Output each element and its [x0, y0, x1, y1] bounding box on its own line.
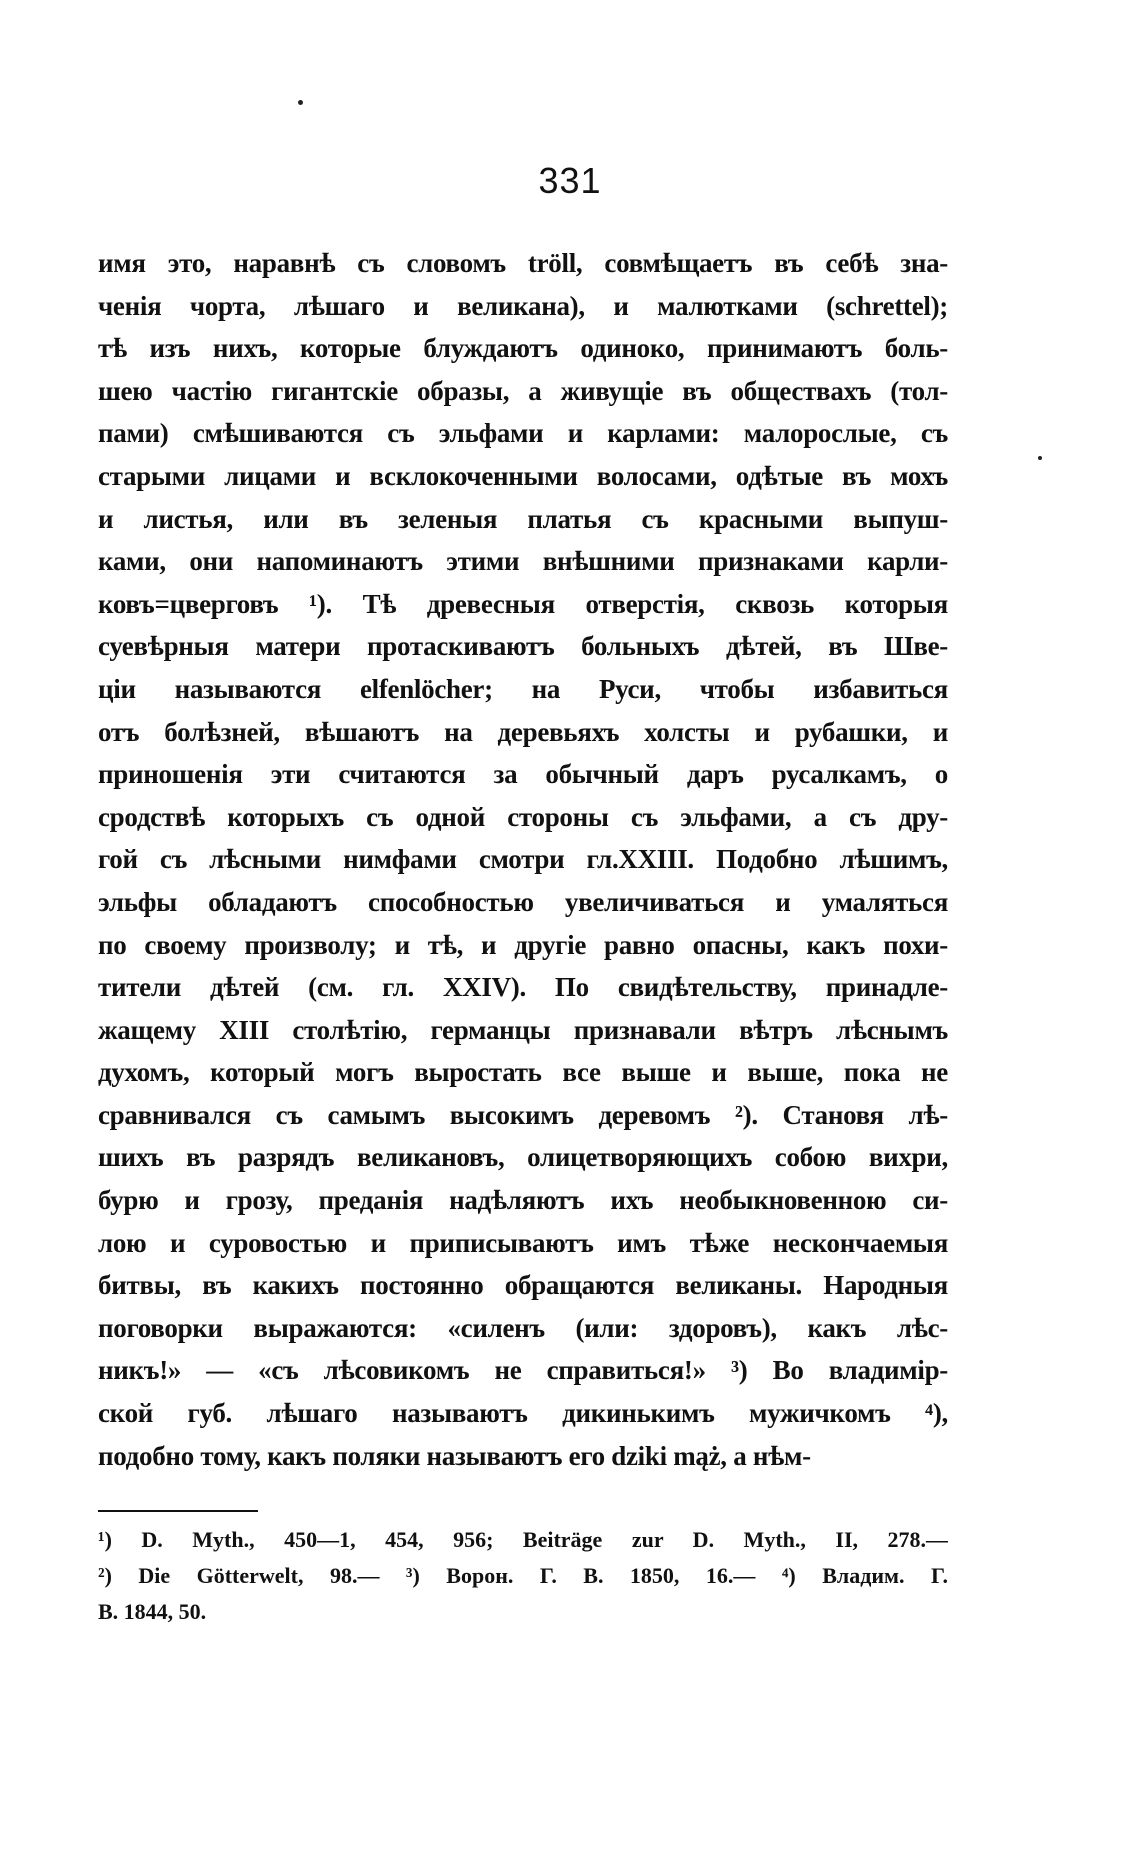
text-line: имя это, наравнѣ съ словомъ trӧll, совмѣщаетъ въ себѣ зна- [98, 248, 948, 278]
text-line: духомъ, который могъ выростать все выше и выше, пока не [98, 1057, 948, 1088]
text-line: сравнивался съ самымъ высокимъ деревомъ ²). Становя лѣ- [98, 1099, 948, 1130]
text-line: тѣ изъ нихъ, которые блуждаютъ одиноко, принимаютъ боль- [98, 333, 948, 364]
text-line: сродствѣ которыхъ съ одной стороны съ эльфами, а съ дру- [98, 801, 948, 832]
body-text [98, 242, 948, 1477]
text-line: шею частію гигантскіе образы, а живущіе въ обществахъ (тол- [98, 375, 948, 406]
text-line: по своему произволу; и тѣ, и другіе равно опасны, какъ похи- [98, 929, 948, 960]
footnotes [98, 1522, 948, 1630]
text-line: ской губ. лѣшаго называютъ дикинькимъ мужичкомъ ⁴), [98, 1398, 948, 1429]
text-line: поговорки выражаются: «силенъ (или: здоровъ), какъ лѣс- [98, 1312, 948, 1343]
footnote-line: ²) Die Gӧtterwelt, 98.— ³) Ворон. Г. В. 1850, 16.— ⁴) Владим. Г. [98, 1563, 948, 1588]
text-line: битвы, въ какихъ постоянно обращаются великаны. Народныя [98, 1270, 948, 1301]
text-line: эльфы обладаютъ способностью увеличиваться и умаляться [98, 886, 948, 917]
text-line: жащему XIII столѣтію, германцы признавали вѣтръ лѣснымъ [98, 1014, 948, 1045]
footnote-rule [98, 1510, 258, 1512]
text-line: старыми лицами и всклокоченными волосами, одѣтые въ мохъ [98, 460, 948, 491]
text-line: приношенія эти считаются за обычный даръ русалкамъ, о [98, 759, 948, 790]
page-number: 331 [538, 160, 602, 201]
text-line: гой съ лѣсными нимфами смотри гл.XXIII. Подобно лѣшимъ, [98, 844, 948, 875]
text-line: подобно тому, какъ поляки называютъ его dziki mąż, а нѣм- [98, 1440, 811, 1471]
text-line: суевѣрныя матери протаскиваютъ больныхъ дѣтей, въ Шве- [98, 631, 948, 662]
text-line: пами) смѣшиваются съ эльфами и карлами: малорослые, съ [98, 418, 948, 449]
footnote-line: ¹) D. Myth., 450—1, 454, 956; Beiträge zur D. Myth., II, 278.— [98, 1527, 948, 1552]
text-line: и листья, или въ зеленыя платья съ красными выпуш- [98, 503, 948, 534]
text-line: никъ!» — «съ лѣсовикомъ не справиться!» ³) Во владимір- [98, 1355, 948, 1386]
text-line: лою и суровостью и приписываютъ имъ тѣже нескончаемыя [98, 1227, 948, 1258]
text-line: ковъ=цверговъ ¹). Тѣ древесныя отверстія, сквозь которыя [98, 588, 948, 619]
text-line: ченія чорта, лѣшаго и великана), и малютками (schrettel); [98, 290, 948, 321]
text-line: ціи называются elfenlӧcher; на Руси, чтобы избавиться [98, 673, 948, 704]
text-line: отъ болѣзней, вѣшаютъ на деревьяхъ холсты и рубашки, и [98, 716, 948, 747]
text-line: шихъ въ разрядъ великановъ, олицетворяющихъ собою вихри, [98, 1142, 948, 1173]
ink-speck [1038, 456, 1042, 460]
text-line: тители дѣтей (см. гл. XXIV). По свидѣтельству, принадле- [98, 972, 948, 1003]
text-line: бурю и грозу, преданія надѣляютъ ихъ необыкновенною си- [98, 1185, 948, 1216]
footnote-line: В. 1844, 50. [98, 1599, 207, 1624]
text-line: ками, они напоминаютъ этими внѣшними признаками карли- [98, 546, 948, 577]
ink-speck [298, 100, 303, 105]
